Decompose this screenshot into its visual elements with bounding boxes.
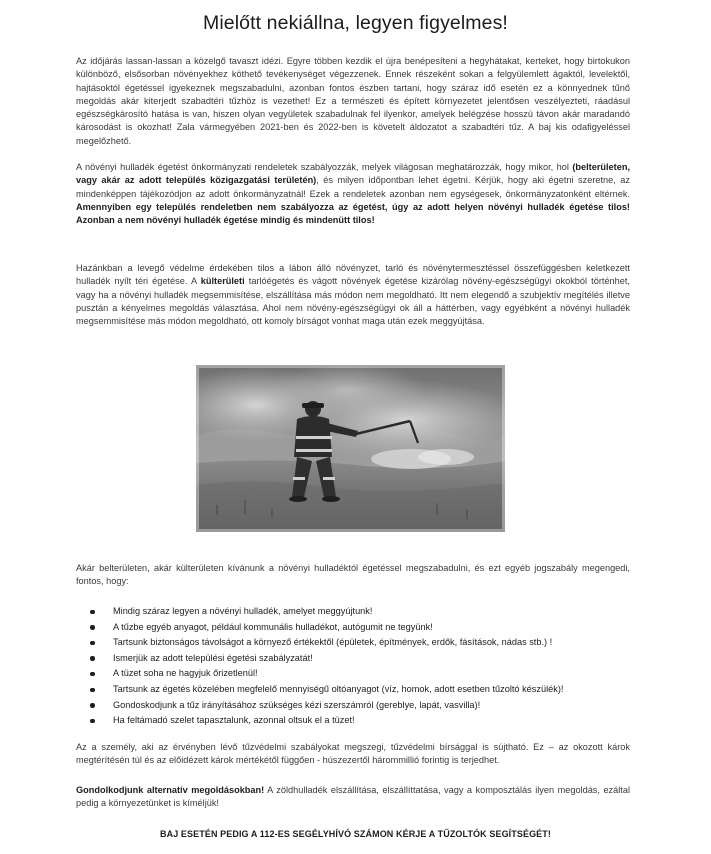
regulation-text-2: , és milyen időpontban lehet égetni. Kérjük, hogy aki égetni szeretne, az mindenképpen tájékozódjon az adott önkormányzatnál! Ezek a rendeletek azonban nem egységesek, önkormányzatonként eltérnek. xyxy=(76,175,630,199)
air-protection-paragraph xyxy=(76,262,630,328)
alternatives-bold: Gondolkodjunk alternatív megoldásokban! xyxy=(76,785,265,795)
penalty-paragraph: Az a személy, aki az érvényben lévő tűzvédelmi szabályokat megszegi, tűzvédelmi bírsággal is sújtható. Ez – az okozott károk megtérítésén túl és az előidézett károk mértékétől függően - húszezertől hárommillió forintig is terjedhet. xyxy=(76,742,630,766)
list-item xyxy=(90,620,650,636)
alternatives-paragraph xyxy=(76,784,630,811)
list-item-text: Ha feltámadó szelet tapasztalunk, azonnal oltsuk el a tüzet! xyxy=(113,715,355,726)
air-bold-1: külterületi xyxy=(200,276,245,287)
safety-rules-list xyxy=(90,604,650,729)
list-item xyxy=(90,635,650,651)
alternatives-text: A zöldhulladék elszállítása, elszállíttatása, vagy a komposztálás ilyen megoldás, ezáltal pedig a környezetünket is kíméljük! xyxy=(76,785,631,809)
list-item xyxy=(90,698,650,714)
emergency-footer: BAJ ESETÉN PEDIG A 112-ES SEGÉLYHÍVÓ SZÁMON KÉRJE A TŰZOLTÓK SEGÍTSÉGÉT! xyxy=(160,829,551,839)
bullet-icon xyxy=(90,688,95,693)
intro-paragraph: Az időjárás lassan-lassan a közelgő tavaszt idézi. Egyre többen kezdik el újra benépesíteni a hegyhátakat, kerteket, hogy birtokukon különböző, elsősorban növényekhez köthető tevékenységet végezzenek. Ennek részeként sokan a felgyülemlett ágaktól, levelektől, hajtásoktól égetéssel igyekeznek megszabadulni, azonban fontos észben tartani, hogy száraz idő esetén ez a könnyednek tűnő megoldás akár kiterjedt szabadtéri tűzhöz is vezethet! Ez a természeti és épített környezetet jelentősen veszélyezteti, ráadásul egészségkárosító hatása is van, hiszen olyan vegyületek szabadulnak fel ilyenkor, amelyek belégzése hosszú távon akár maradandó károsodást is okozhat! Zala vármegyében 2021-ben és 2022-ben is követelt áldozatot a szabadtéri tűz. A baj kis odafigyeléssel megelőzhető. xyxy=(76,56,630,146)
bullet-icon xyxy=(90,703,95,708)
list-item-text: A tűzbe egyéb anyagot, például kommunális hulladékot, autógumit ne tegyünk! xyxy=(113,621,433,632)
air-text-2: tarlóégetés és vágott növények égetése kizárólag növény-egészségügyi okokból történhet, vagy ha a növényi hulladék megsemmisítése, elszállítása más módon nem megoldható. Itt nem elegendő a szubjektív megítélés illetve pusztán a kényelmes megoldás választása. Ahol nem növény-egészségügyi ok áll a háttérben, vagy egyébként a növényi hulladék megsemmisítése más módon megoldható, ott komoly bírságot vonhat maga után ezek meggyújtása. xyxy=(76,276,630,327)
bullet-icon xyxy=(90,672,95,677)
list-item xyxy=(90,604,650,620)
regulation-bold-2: Amennyiben egy település rendeletben nem szabályozza az égetést, úgy az adott helyen növényi hulladék égetése tilos! Azonban a nem növényi hulladék égetése mindig és mindenütt tilos! xyxy=(76,201,630,226)
list-item-text: A tüzet soha ne hagyjuk őrizetlenül! xyxy=(113,668,258,679)
bullet-icon xyxy=(90,641,95,646)
list-item xyxy=(90,666,650,682)
page-title: Mielőtt nekiállna, legyen figyelmes! xyxy=(203,12,508,34)
list-item xyxy=(90,682,650,698)
list-item-text: Ismerjük az adott települési égetési szabályzatát! xyxy=(113,652,313,663)
bullet-icon xyxy=(90,610,95,615)
bullet-icon xyxy=(90,625,95,630)
bullet-icon xyxy=(90,719,95,724)
list-item-text: Tartsunk az égetés közelében megfelelő mennyiségű oltóanyagot (víz, homok, adott esetben tűzoltó készülék)! xyxy=(113,683,564,694)
firefighter-photo xyxy=(196,365,505,532)
regulation-bold-1: (belterületen, vagy akár az adott település közigazgatási területén) xyxy=(76,162,630,186)
firefighter-photo-illustration xyxy=(196,365,505,532)
conditions-paragraph: Akár belterületen, akár külterületen kívánunk a növényi hulladéktól égetéssel megszabadulni, és ezt egyéb jogszabály megengedi, fontos, hogy: xyxy=(76,563,630,587)
list-item-text: Tartsunk biztonságos távolságot a környező értékektől (épületek, építmények, erdők, fásítások, nádas stb.) ! xyxy=(113,637,553,648)
regulation-paragraph xyxy=(76,161,630,227)
list-item-text: Gondoskodjunk a tűz irányításához szükséges kézi szerszámról (gereblye, lapát, vasvilla)! xyxy=(113,699,481,710)
regulation-text-1: A növényi hulladék égetést önkormányzati rendeletek szabályozzák, melyek világosan meghatározzák, hogy mikor, hol xyxy=(76,162,573,172)
list-item xyxy=(90,651,650,667)
air-text-1: Hazánkban a levegő védelme érdekében tilos a lábon álló növényzet, tarló és növénytermesztéssel összefüggésben keletkezett hulladék nyílt téri égetése. A xyxy=(76,263,630,287)
bullet-icon xyxy=(90,656,95,661)
list-item xyxy=(90,713,650,729)
list-item-text: Mindig száraz legyen a növényi hulladék, amelyet meggyújtunk! xyxy=(113,606,373,616)
